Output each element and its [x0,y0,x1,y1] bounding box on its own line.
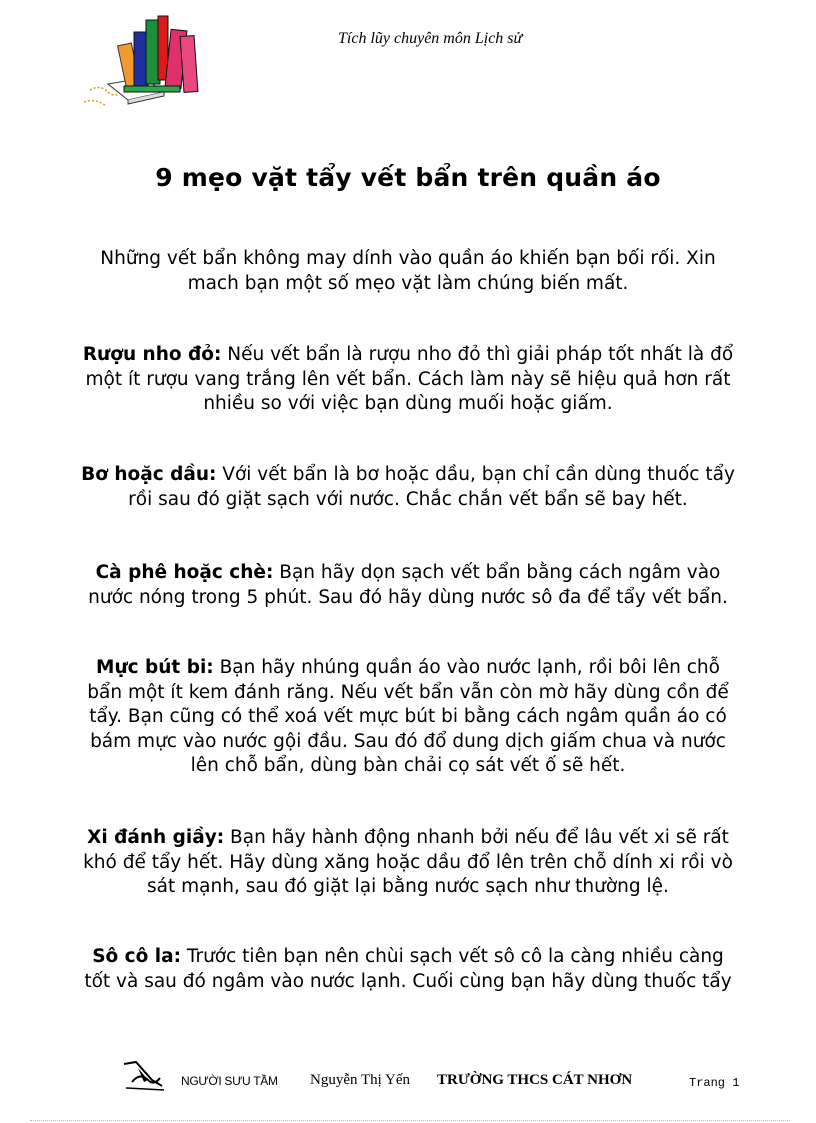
bottom-divider [30,1120,790,1121]
tip-label: Rượu nho đỏ: [82,344,222,365]
tip-shoe-polish [80,826,736,900]
tip-label: Sô cô la: [92,946,182,967]
books-stack-icon [84,14,208,114]
tip-label: Bơ hoặc dầu: [81,464,217,485]
tip-text: Bạn hãy hành động nhanh bởi nếu để lâu vết xi sẽ rất khó để tẩy hết. Hãy dùng xăng hoặc dầu đổ lên trên chỗ dính xi rồi vò sát mạnh, sau đó giặt lại bằng nước sạch như thường lệ. [83,827,733,897]
tip-label: Cà phê hoặc chè: [95,562,274,583]
tip-label: Xi đánh giầy: [87,827,225,848]
pen-signature-icon [122,1060,166,1092]
page-footer [0,1068,816,1102]
tip-text: Bạn hãy dọn sạch vết bẩn bằng cách ngâm vào nước nóng trong 5 phút. Sau đó hãy dùng nước sô đa để tẩy vết bẩn. [88,562,728,608]
page-number: Trang 1 [689,1076,740,1090]
tip-text: Nếu vết bẩn là rượu nho đỏ thì giải pháp tốt nhất là đổ một ít rượu vang trắng lên vết bẩn. Cách làm này sẽ hiệu quả hơn rất nhiều so với việc bạn dùng muối hoặc giấm. [85,344,734,414]
author-name: Nguyễn Thị Yến [310,1072,410,1088]
tip-text: Trước tiên bạn nên chùi sạch vết sô cô la càng nhiều càng tốt và sau đó ngâm vào nước lạnh. Cuối cùng bạn hãy dùng thuốc tẩy [84,946,732,992]
tip-butter-oil [80,463,736,512]
school-name: TRƯỜNG THCS CÁT NHƠN [437,1072,633,1088]
header-caption: Tích lũy chuyên môn Lịch sử [338,30,523,47]
tip-label: Mực bút bi: [96,657,214,678]
tip-red-wine [80,343,736,417]
tip-ballpoint-ink [80,656,736,779]
collector-label: NGƯỜI SƯU TẦM [181,1074,278,1088]
tip-text: Với vết bẩn là bơ hoặc dầu, bạn chỉ cần dùng thuốc tẩy rồi sau đó giặt sạch với nước. Chắc chắn vết bẩn sẽ bay hết. [128,464,735,510]
tip-chocolate [80,945,736,994]
tip-text: Bạn hãy nhúng quần áo vào nước lạnh, rồi bôi lên chỗ bẩn một ít kem đánh răng. Nếu vết bẩn vẫn còn mờ hãy dùng cồn để tẩy. Bạn cũng có thể xoá vết mực bút bi bằng cách ngâm quần áo có bám mực vào nước gội đầu. Sau đó đổ dung dịch giấm chua và nước lên chỗ bẩn, dùng bàn chải cọ sát vết ố sẽ hết. [87,657,729,776]
intro-paragraph: Những vết bẩn không may dính vào quần áo khiến bạn bối rối. Xin mach bạn một số mẹo vặt làm chúng biến mất. [100,248,716,294]
tip-coffee-tea [80,561,736,610]
document-title: 9 mẹo vặt tẩy vết bẩn trên quần áo [155,163,661,192]
